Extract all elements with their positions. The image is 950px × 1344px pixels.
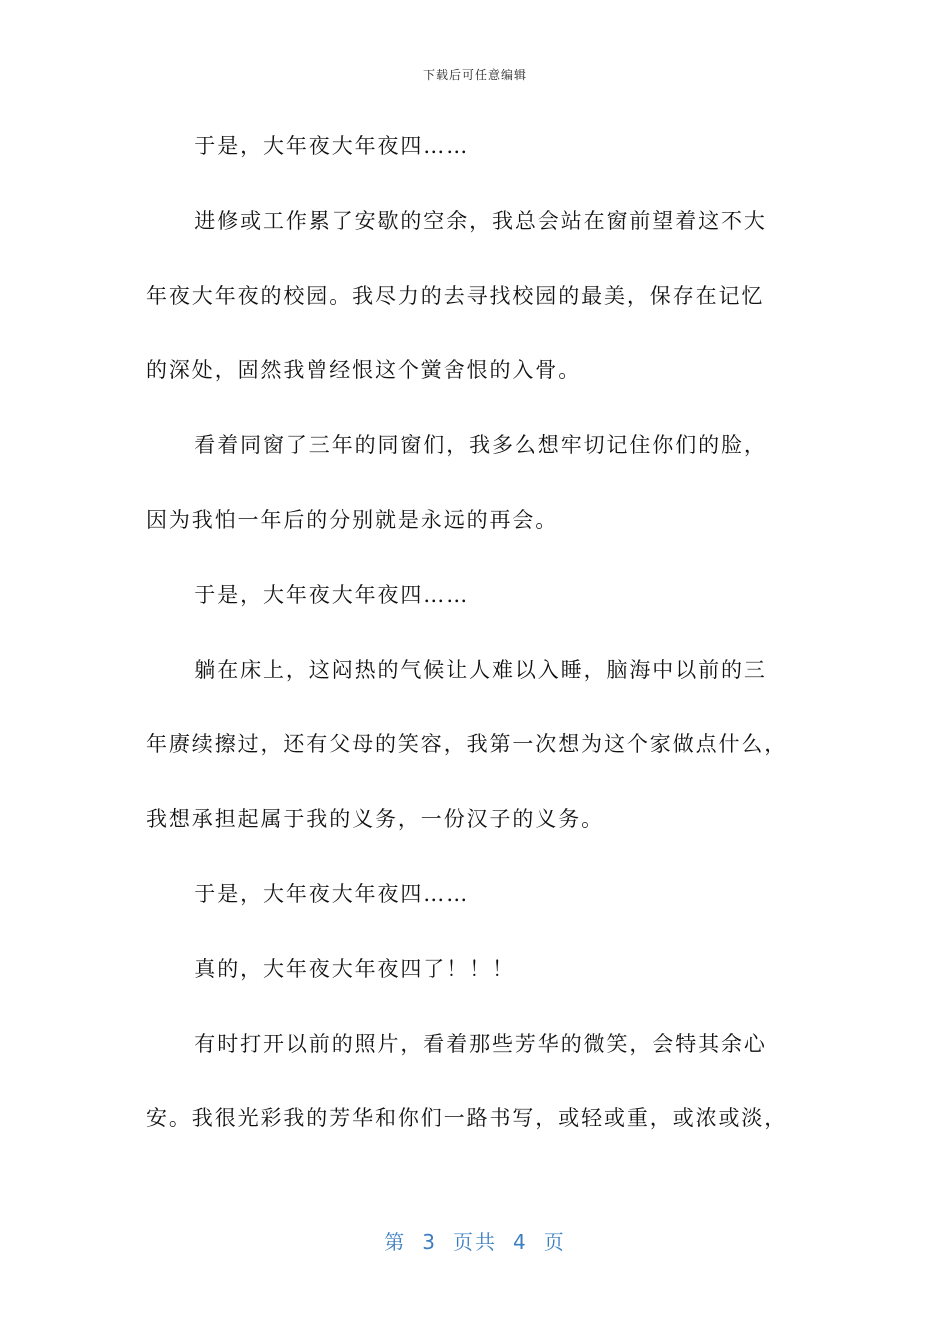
paragraph: 真的，大年夜大年夜四了！！！ <box>194 956 515 981</box>
paragraph-line: 的深处，固然我曾经恨这个黉舍恨的入骨。 <box>146 358 582 383</box>
total-pages-number: 4 <box>513 1230 528 1254</box>
document-body <box>146 128 806 1138</box>
page-footer <box>0 1226 950 1255</box>
paragraph: 看着同窗了三年的同窗们，我多么想牢切记住你们的脸， <box>194 433 767 458</box>
page-header: 下载后可任意编辑 <box>422 68 527 82</box>
paragraph-line: 年夜大年夜的校园。我尽力的去寻找校园的最美，保存在记忆 <box>146 283 765 308</box>
paragraph: 有时打开以前的照片，看着那些芳华的微笑，会特其余心 <box>194 1031 767 1056</box>
paragraph-line: 安。我很光彩我的芳华和你们一路书写，或轻或重，或浓或淡， <box>146 1106 788 1131</box>
paragraph: 进修或工作累了安歇的空余，我总会站在窗前望着这不大 <box>194 208 767 233</box>
page-label-suffix: 页 <box>543 1230 566 1254</box>
paragraph-line: 年赓续擦过，还有父母的笑容，我第一次想为这个家做点什么， <box>146 732 788 757</box>
paragraph-line: 因为我怕一年后的分别就是永远的再会。 <box>146 507 559 532</box>
paragraph-line: 我想承担起属于我的义务，一份汉子的义务。 <box>146 807 604 832</box>
paragraph: 于是，大年夜大年夜四…… <box>194 582 470 607</box>
page-label-prefix: 第 <box>384 1230 407 1254</box>
paragraph: 躺在床上，这闷热的气候让人难以入睡，脑海中以前的三 <box>194 657 767 682</box>
paragraph: 于是，大年夜大年夜四…… <box>194 134 470 158</box>
paragraph: 于是，大年夜大年夜四…… <box>194 881 470 906</box>
page-label-middle: 页共 <box>453 1230 497 1254</box>
current-page-number: 3 <box>422 1230 437 1254</box>
